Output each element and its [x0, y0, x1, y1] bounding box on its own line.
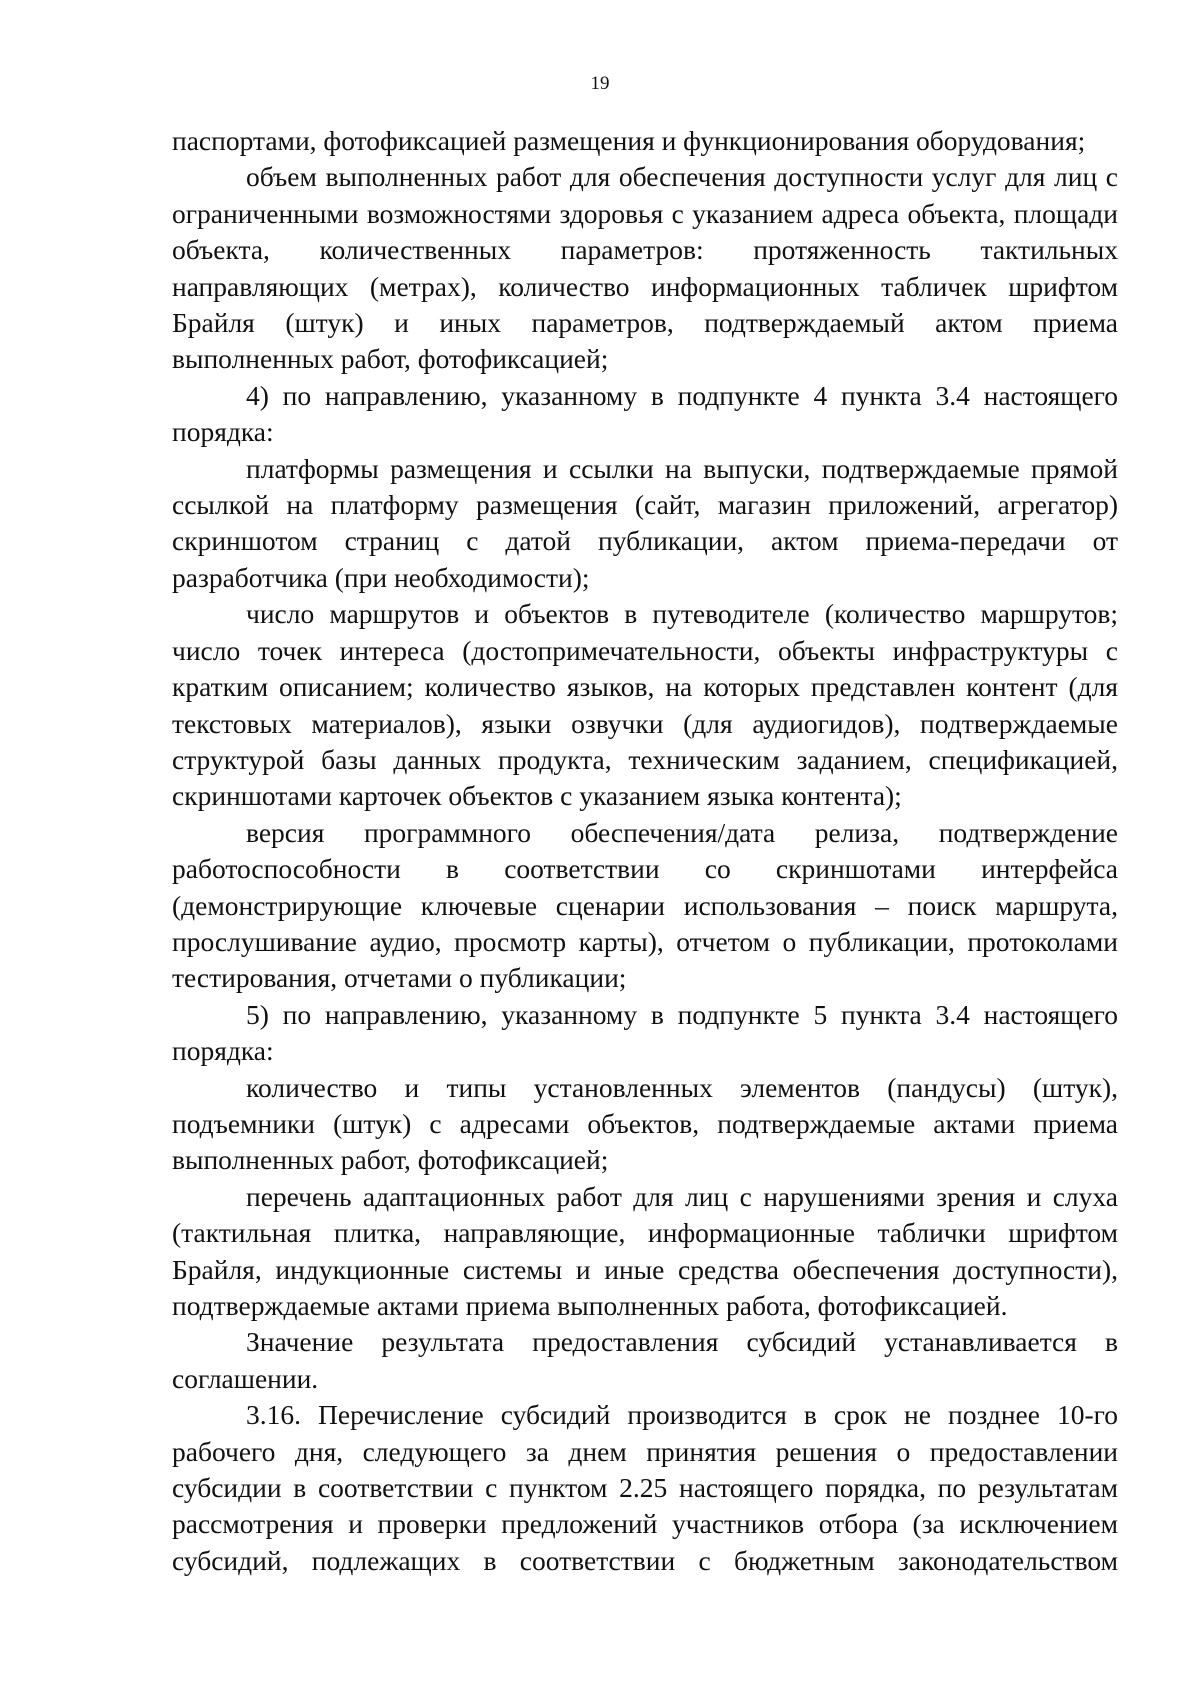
paragraph-5: число маршрутов и объектов в путеводителе (количество маршрутов; число точек интереса (достопримечательности, объекты инфраструктуры с кратким описанием; количество языков, на которых представлен контент (для текстовых материалов), языки озвучки (для аудиогидов), подтверждаемые структурой базы данных продукта, техническим заданием, спецификацией, скриншотами карточек объектов с указанием языка контента);: [172, 598, 1118, 812]
document-body: [172, 123, 1118, 1579]
page-number: 19: [590, 73, 610, 94]
paragraph-9: перечень адаптационных работ для лиц с нарушениями зрения и слуха (тактильная плитка, направляющие, информационные таблички шрифтом Брайля, индукционные системы и иные средства обеспечения доступности), подтверждаемые актами приема выполненных работа, фотофиксацией.: [172, 1180, 1118, 1321]
paragraph-8: количество и типы установленных элементов (пандусы) (штук), подъемники (штук) с адресами объектов, подтверждаемые актами приема выполненных работ, фотофиксацией;: [172, 1071, 1118, 1176]
paragraph-6: версия программного обеспечения/дата релиза, подтверждение работоспособности в соответствии со скриншотами интерфейса (демонстрирующие ключевые сценарии использования – поиск маршрута, прослушивание аудио, просмотр карты), отчетом о публикации, протоколами тестирования, отчетами о публикации;: [172, 816, 1118, 994]
paragraph-10: Значение результата предоставления субсидий устанавливается в соглашении.: [172, 1326, 1118, 1394]
paragraph-2: объем выполненных работ для обеспечения доступности услуг для лиц с ограниченными возможностями здоровья с указанием адреса объекта, площади объекта, количественных параметров: протяженность тактильных направляющих (метрах), количество информационных табличек шрифтом Брайля (штук) и иных параметров, подтверждаемый актом приема выполненных работ, фотофиксацией;: [172, 161, 1118, 375]
paragraph-4: платформы размещения и ссылки на выпуски, подтверждаемые прямой ссылкой на платформу размещения (сайт, магазин приложений, агрегатор) скриншотом страниц с датой публикации, актом приема-передачи от разработчика (при необходимости);: [172, 452, 1118, 593]
paragraph-11: 3.16. Перечисление субсидий производится в срок не позднее 10-го рабочего дня, следующего за днем принятия решения о предоставлении субсидии в соответствии с пунктом 2.25 настоящего порядка, по результатам рассмотрения и проверки предложений участников отбора (за исключением субсидий, подлежащих в соответствии с бюджетным законодательством: [172, 1399, 1118, 1576]
paragraph-1: паспортами, фотофиксацией размещения и функционирования оборудования;: [172, 125, 1086, 156]
paragraph-7: 5) по направлению, указанному в подпункте 5 пункта 3.4 настоящего порядка:: [172, 998, 1118, 1067]
paragraph-3: 4) по направлению, указанному в подпункте 4 пункта 3.4 настоящего порядка:: [172, 379, 1118, 448]
